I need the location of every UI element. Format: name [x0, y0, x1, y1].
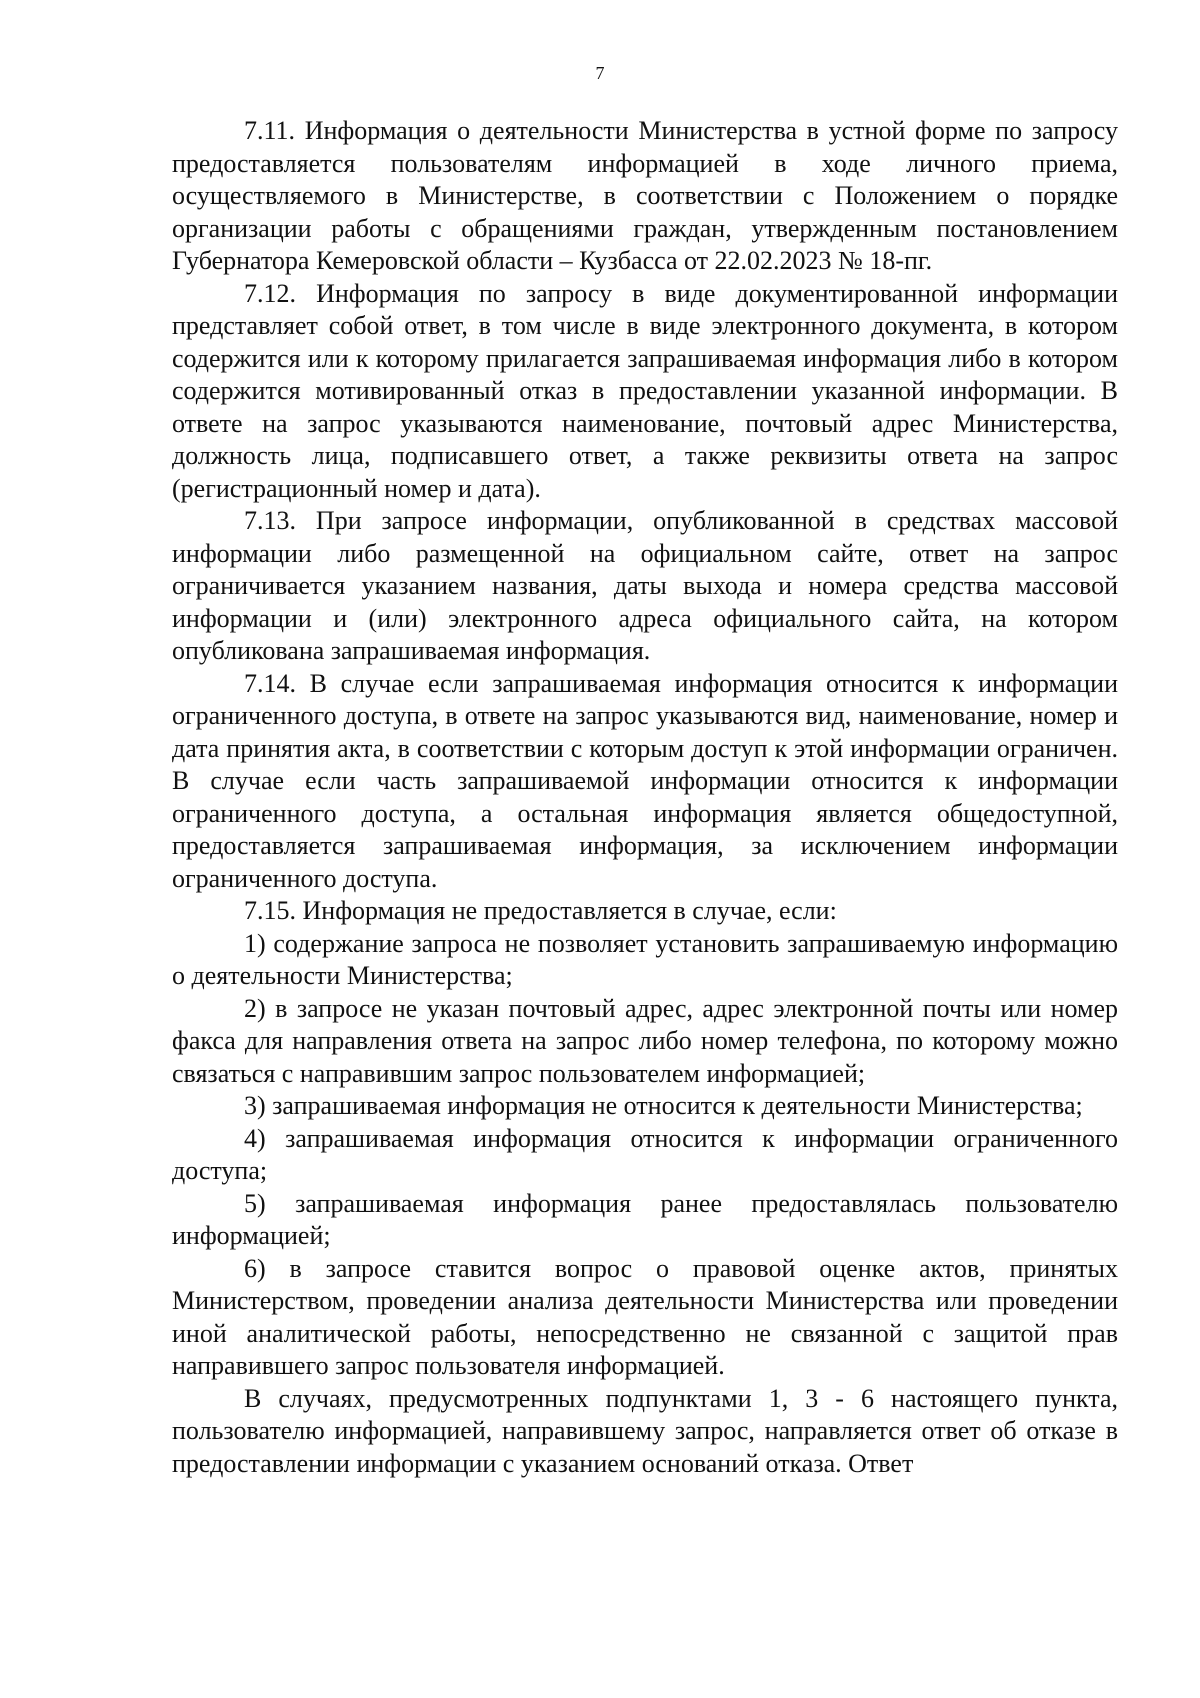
list-item-2: 2) в запросе не указан почтовый адрес, адрес электронной почты или номер факса для направления ответа на запрос либо номер телефона, по которому можно связаться с направившим запрос пользователем информацией; [172, 993, 1118, 1088]
paragraph-7-11: 7.11. Информация о деятельности Министерства в устной форме по запросу предоставляется пользователям информацией в ходе личного приема, осуществляемого в Министерстве, в соответствии с Положением о порядке организации работы с обращениями граждан, утвержденным постановлением Губернатора Кемеровской области – Кузбасса от 22.02.2023 № 18-пг. [172, 116, 1118, 275]
list-item-6: 6) в запросе ставится вопрос о правовой оценке актов, принятых Министерством, проведении анализа деятельности Министерства или проведении иной аналитической работы, непосредственно не связанной с защитой прав направившего запрос пользователя информацией. [172, 1253, 1118, 1380]
list-item-5: 5) запрашиваемая информация ранее предоставлялась пользователю информацией; [172, 1188, 1118, 1250]
page-number: 7 [595, 63, 605, 83]
document-body [172, 115, 1118, 1480]
paragraph-7-12: 7.12. Информация по запросу в виде документированной информации представляет собой ответ, в том числе в виде электронного документа, в котором содержится или к которому прилагается запрашиваемая информация либо в котором содержится мотивированный отказ в предоставлении указанной информации. В ответе на запрос указываются наименование, почтовый адрес Министерства, должность лица, подписавшего ответ, а также реквизиты ответа на запрос (регистрационный номер и дата). [172, 278, 1118, 503]
paragraph-7-13: 7.13. При запросе информации, опубликованной в средствах массовой информации либо размещенной на официальном сайте, ответ на запрос ограничивается указанием названия, даты выхода и номера средства массовой информации и (или) электронного адреса официального сайта, на котором опубликована запрашиваемая информация. [172, 506, 1118, 665]
list-item-4: 4) запрашиваемая информация относится к информации ограниченного доступа; [172, 1123, 1118, 1185]
paragraph-7-14: 7.14. В случае если запрашиваемая информация относится к информации ограниченного доступа, в ответе на запрос указываются вид, наименование, номер и дата принятия акта, в соответствии с которым доступ к этой информации ограничен. В случае если часть запрашиваемой информации относится к информации ограниченного доступа, а остальная информация является общедоступной, предоставляется запрашиваемая информация, за исключением информации ограниченного доступа. [172, 668, 1118, 893]
paragraph-refusal: В случаях, предусмотренных подпунктами 1, 3 - 6 настоящего пункта, пользователю информацией, направившему запрос, направляется ответ об отказе в предоставлении информации с указанием оснований отказа. Ответ [172, 1383, 1118, 1478]
list-item-1: 1) содержание запроса не позволяет установить запрашиваемую информацию о деятельности Министерства; [172, 928, 1118, 990]
list-item-3: 3) запрашиваемая информация не относится к деятельности Министерства; [244, 1091, 1083, 1120]
paragraph-7-15: 7.15. Информация не предоставляется в случае, если: [244, 896, 837, 925]
